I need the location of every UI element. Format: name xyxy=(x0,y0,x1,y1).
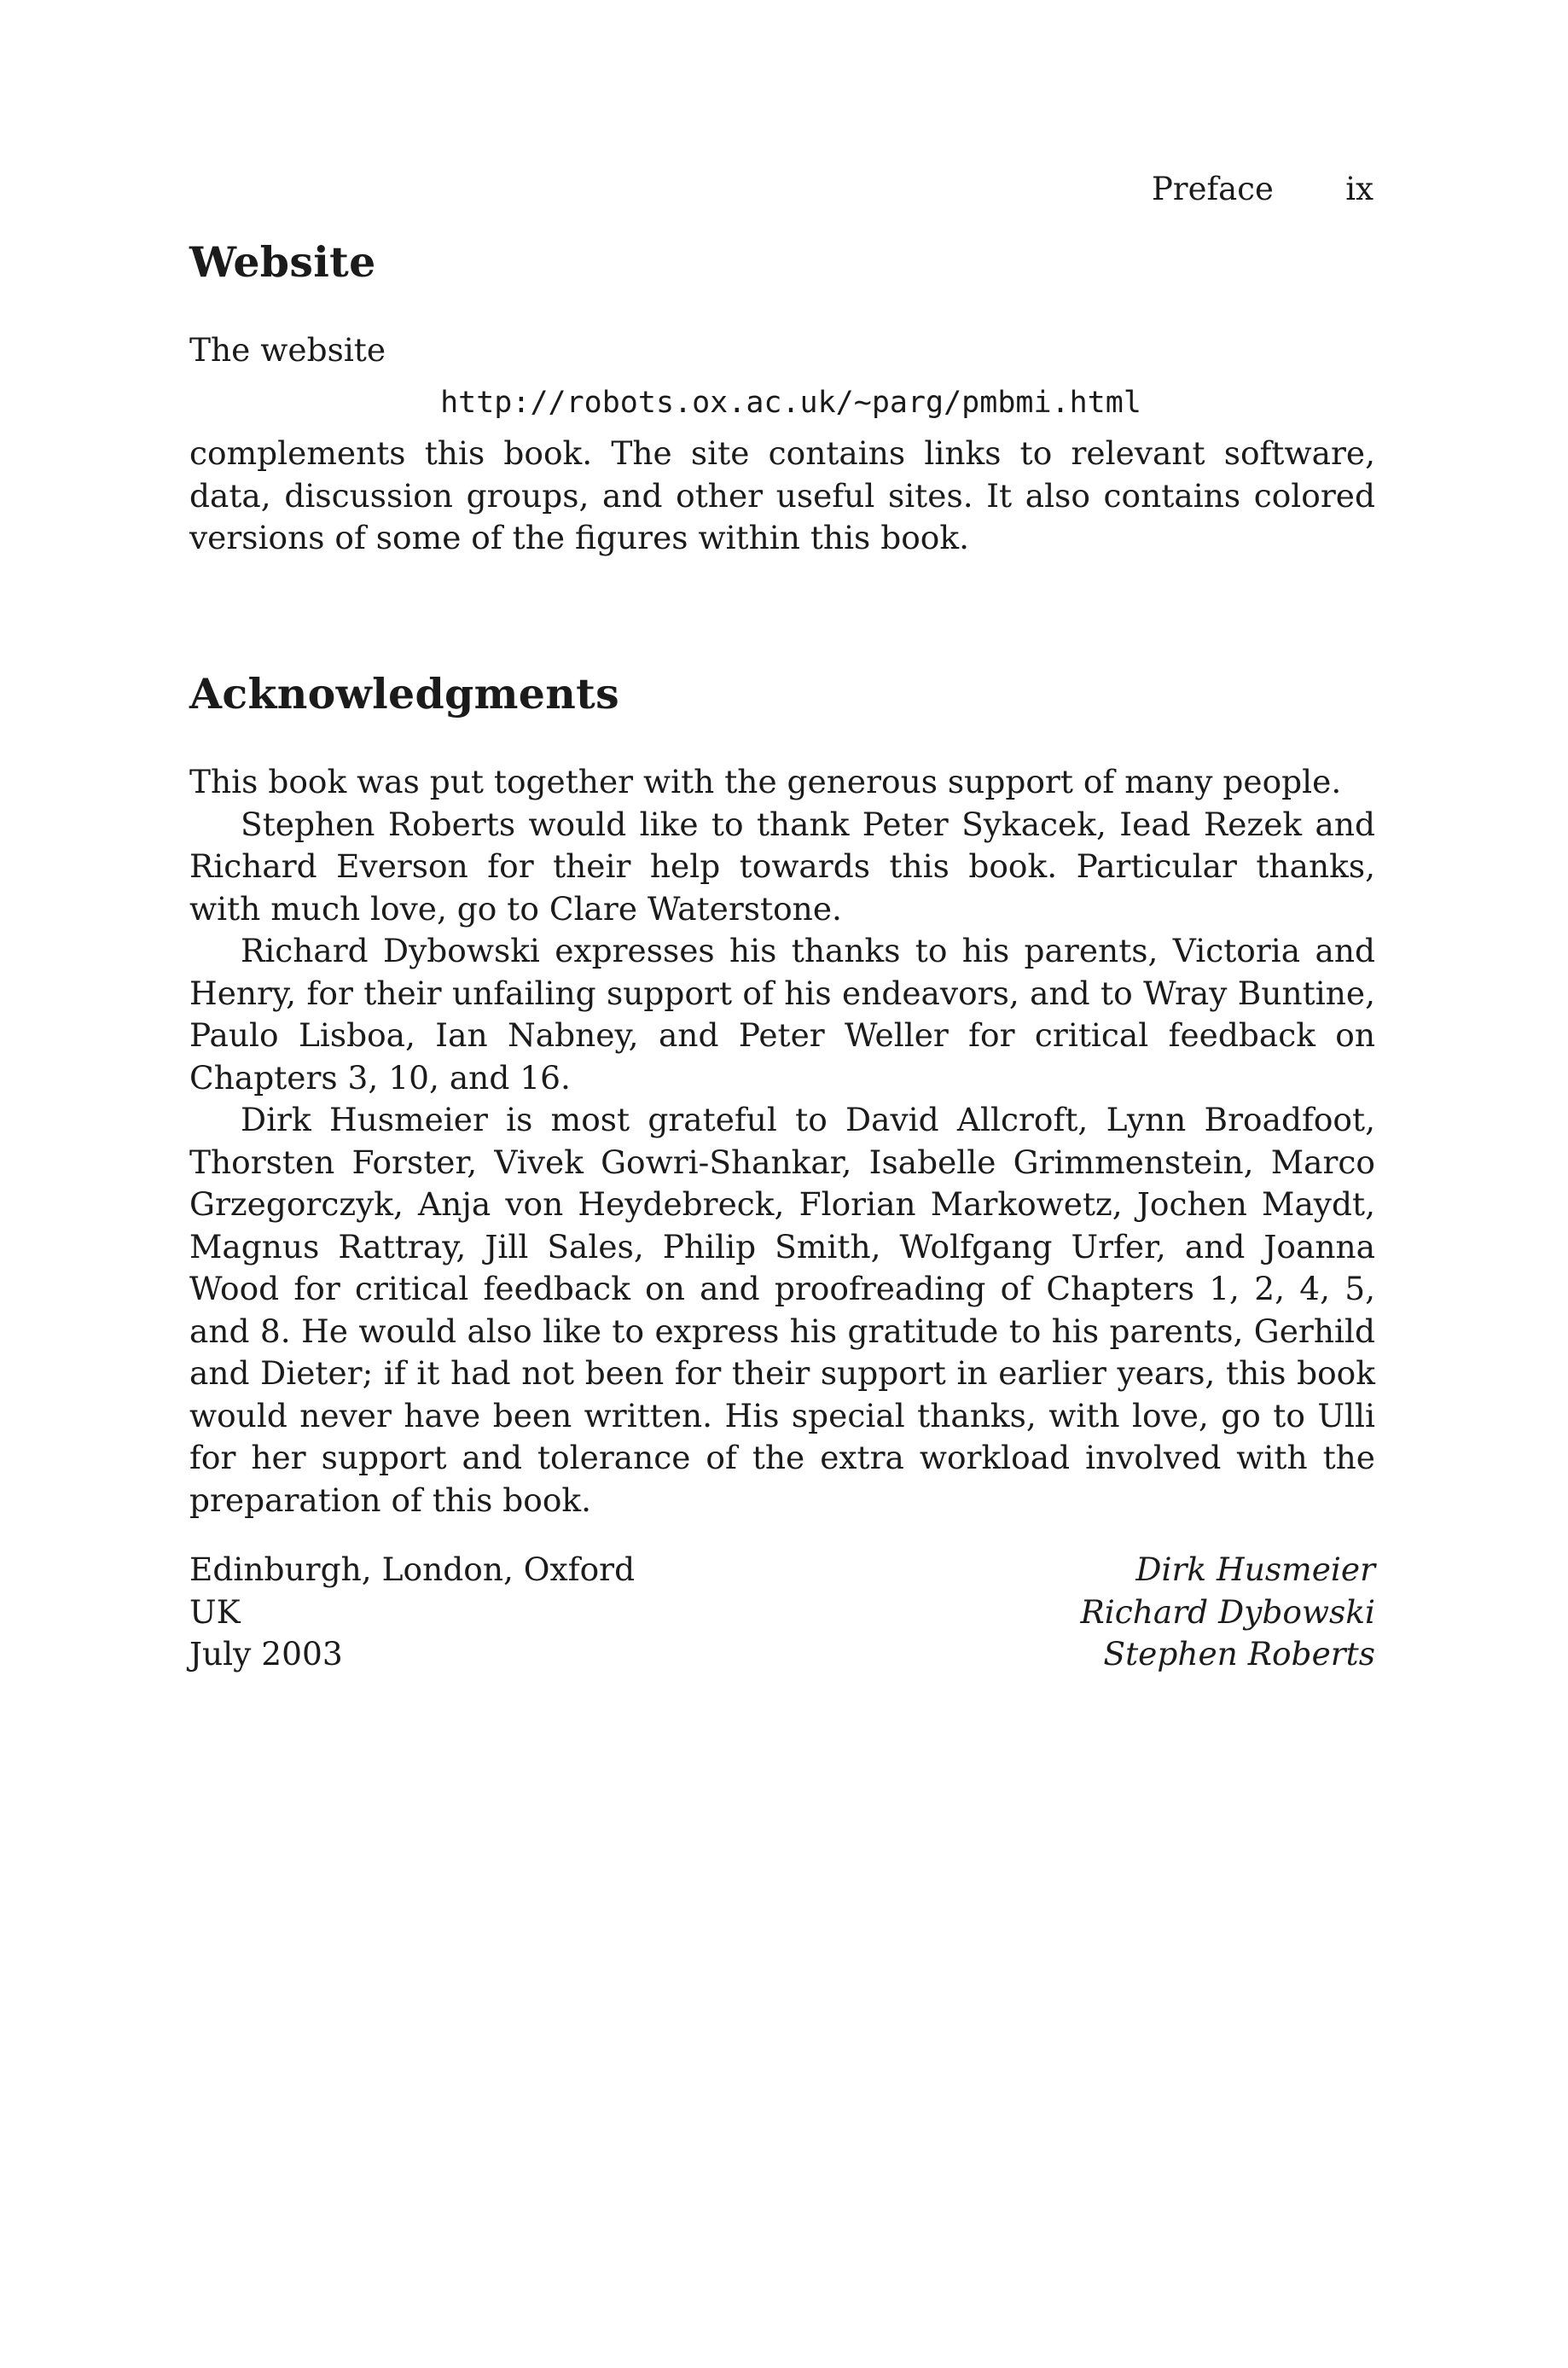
signature-place-line: Edinburgh, London, Oxford xyxy=(189,1551,636,1588)
ack-paragraph: Stephen Roberts would like to thank Peter Sykacek, Iead Rezek and Richard Everson for their help towards this book. Particular thanks, with much love, go to Clare Waterstone. xyxy=(189,805,1375,928)
running-head-section: Preface xyxy=(1152,171,1274,207)
signature-date: July 2003 xyxy=(189,1635,343,1673)
ack-paragraph: Dirk Husmeier is most grateful to David Allcroft, Lynn Broadfoot, Thorsten Forster, Vivek Gowri-Shankar, Isabelle Grimmenstein, Marco Grzegorczyk, Anja von Heydebreck, Florian Markowetz, Jochen Maydt, Magnus Rattray, Jill Sales, Philip Smith, Wolfgang Urfer, and Joanna Wood for critical feedback on and proofreading of Chapters 1, 2, 4, 5, and 8. He would also like to express his gratitude to his parents, Gerhild and Dieter; if it had not been for their support in earlier years, this book would never have been written. His special thanks, with love, go to Ulli for her support and tolerance of the extra workload involved with the preparation of this book. xyxy=(189,1101,1375,1519)
signature-place-line: UK xyxy=(189,1592,241,1631)
author-name: Stephen Roberts xyxy=(1103,1635,1375,1673)
ack-paragraph: This book was put together with the generous support of many people. xyxy=(189,763,1342,800)
signature-authors xyxy=(1081,1549,1375,1676)
ack-paragraph: Richard Dybowski expresses his thanks to his parents, Victoria and Henry, for their unfailing support of his endeavors, and to Wray Buntine, Paulo Lisboa, Ian Nabney, and Peter Weller for critical feedback on Chapters 3, 10, and 16. xyxy=(189,932,1375,1097)
website-url: http://robots.ox.ac.uk/~parg/pmbmi.html xyxy=(440,385,1141,420)
author-name: Richard Dybowski xyxy=(1080,1592,1375,1631)
acknowledgments-body xyxy=(189,761,1375,1521)
website-intro: The website xyxy=(189,331,386,369)
signature-block xyxy=(189,1549,1375,1676)
website-body xyxy=(189,329,1375,560)
signature-place xyxy=(189,1549,635,1676)
website-heading: Website xyxy=(189,237,376,287)
page-number: ix xyxy=(1345,171,1373,207)
running-head xyxy=(1152,171,1373,207)
website-section xyxy=(189,237,1375,287)
author-name: Dirk Husmeier xyxy=(1135,1551,1375,1588)
acknowledgments-section xyxy=(189,669,1375,719)
website-description: complements this book. The site contains links to relevant software, data, discussion groups, and other useful sites. It also contains colored versions of some of the figures within this book. xyxy=(189,434,1375,556)
acknowledgments-heading: Acknowledgments xyxy=(189,669,619,719)
